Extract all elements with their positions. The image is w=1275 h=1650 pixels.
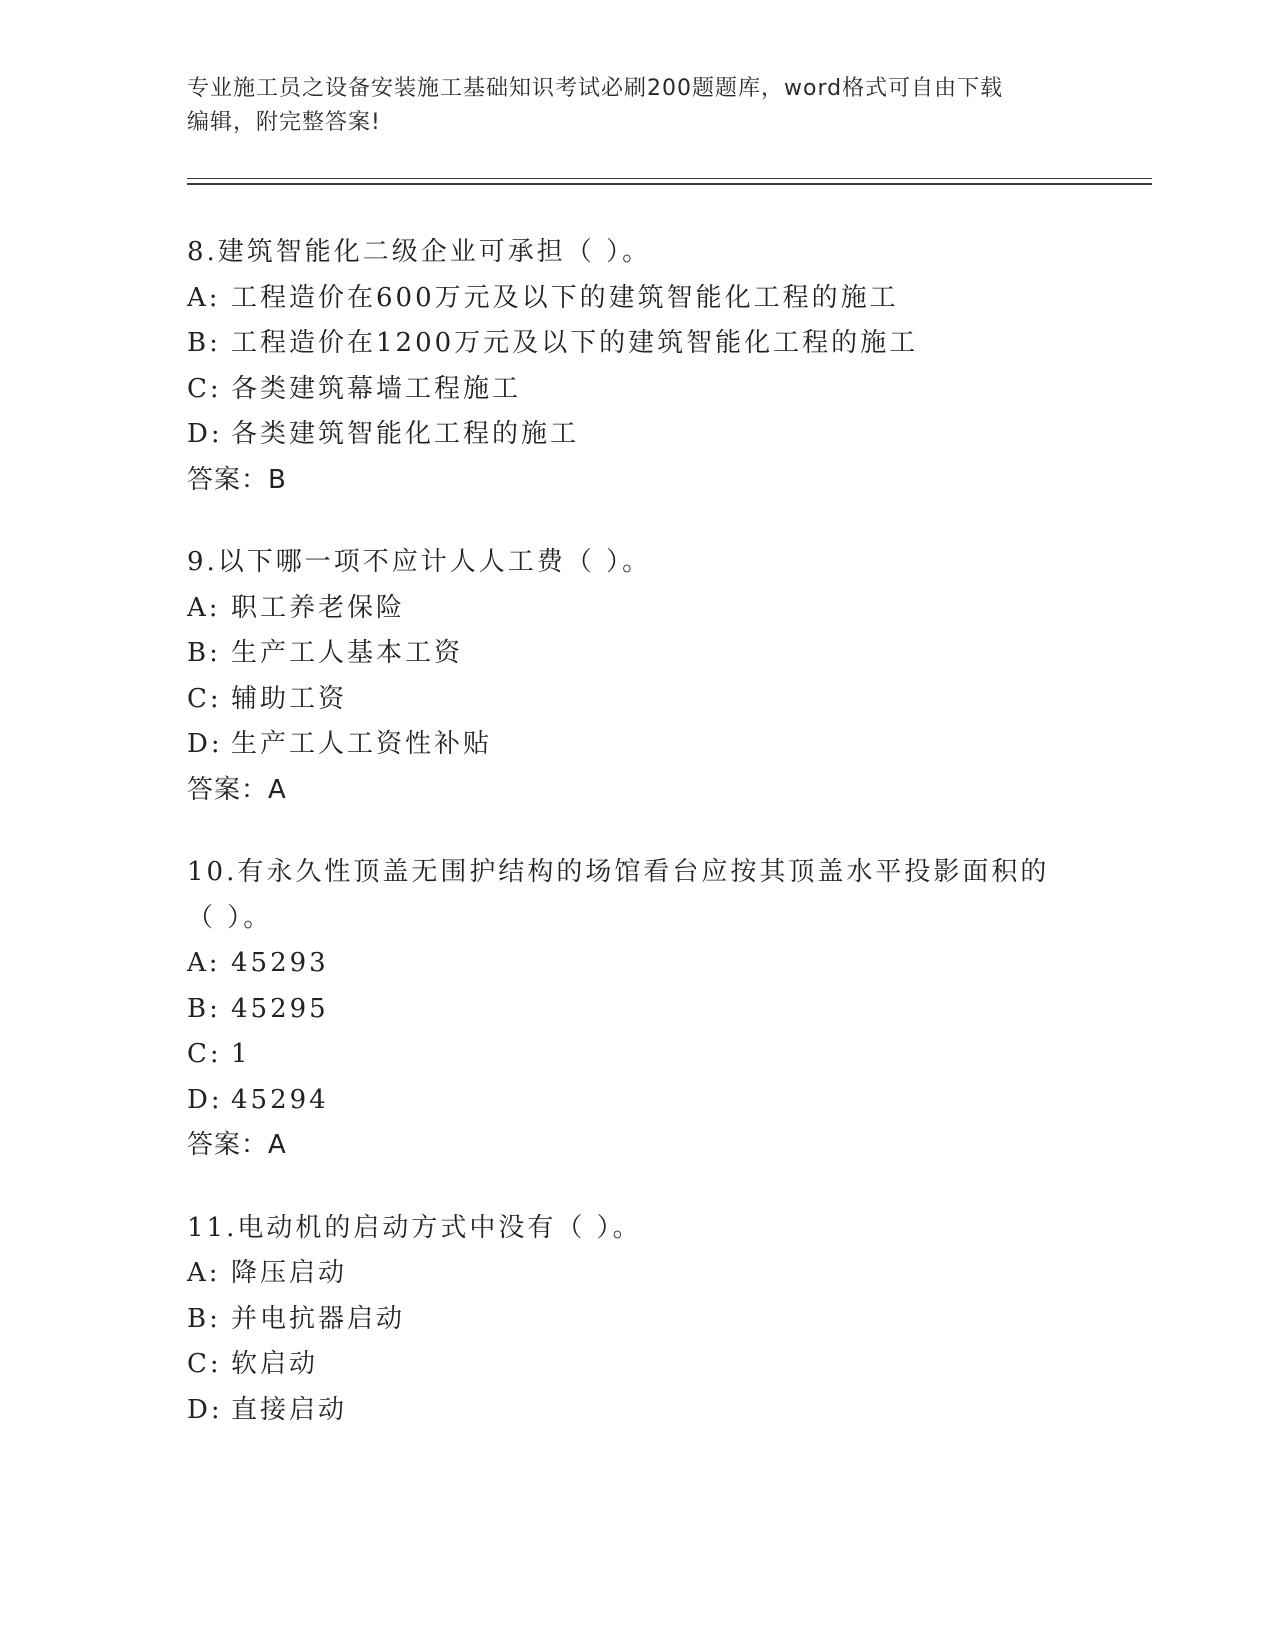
- option-key: A:: [187, 282, 221, 313]
- option-b: [187, 321, 1087, 367]
- option-key: B:: [187, 993, 221, 1024]
- header-divider-bottom: [187, 183, 1152, 185]
- option-key: A:: [187, 948, 221, 978]
- option-b: [187, 1297, 1087, 1343]
- option-text: 降压启动: [231, 1258, 348, 1288]
- answer-line: 答案：A: [187, 1130, 287, 1160]
- option-text: 生产工人基本工资: [231, 638, 464, 668]
- option-c: [187, 367, 1087, 413]
- option-text: 并电抗器启动: [231, 1303, 406, 1334]
- option-d: [187, 1388, 1087, 1434]
- option-d: [187, 722, 1087, 768]
- option-a: [187, 941, 1087, 987]
- header-divider-top: [187, 178, 1152, 179]
- option-a: [187, 586, 1087, 632]
- option-key: C:: [187, 683, 222, 714]
- option-key: B:: [187, 638, 221, 668]
- option-b: [187, 631, 1087, 677]
- option-text: 生产工人工资性补贴: [231, 729, 493, 759]
- option-c: [187, 1342, 1087, 1388]
- question-stem: 10.有永久性顶盖无围护结构的场馆看台应按其顶盖水平投影面积的（ ）。: [187, 857, 1050, 933]
- option-key: C:: [187, 1349, 222, 1379]
- option-text: 45294: [231, 1084, 329, 1115]
- option-key: B:: [187, 1303, 221, 1334]
- option-text: 45293: [231, 948, 329, 978]
- option-text: 辅助工资: [231, 683, 348, 714]
- question-stem: 9.以下哪一项不应计人人工费（ ）。: [187, 547, 652, 577]
- option-text: 45295: [231, 993, 329, 1024]
- option-c: [187, 677, 1087, 723]
- question-stem: 11.电动机的启动方式中没有（ ）。: [187, 1212, 642, 1243]
- option-b: [187, 987, 1087, 1033]
- document-header: [187, 72, 1067, 140]
- option-key: A:: [187, 592, 221, 623]
- option-d: [187, 412, 1087, 458]
- answer-line: 答案：A: [187, 774, 287, 805]
- option-text: 工程造价在600万元及以下的建筑智能化工程的施工: [231, 282, 899, 313]
- option-text: 工程造价在1200万元及以下的建筑智能化工程的施工: [231, 328, 919, 358]
- option-key: D:: [187, 1084, 223, 1115]
- option-a: [187, 276, 1087, 322]
- option-a: [187, 1251, 1087, 1297]
- header-line-1: 专业施工员之设备安装施工基础知识考试必刷200题题库，word格式可自由下载: [187, 76, 1004, 101]
- option-text: 各类建筑幕墙工程施工: [231, 373, 522, 404]
- header-line-2: 编辑，附完整答案!: [187, 110, 381, 135]
- option-text: 软启动: [231, 1349, 319, 1379]
- question-stem: 8.建筑智能化二级企业可承担（ ）。: [187, 237, 652, 267]
- option-text: 1: [231, 1039, 251, 1069]
- question-10: [187, 850, 1087, 1169]
- option-text: 职工养老保险: [231, 592, 406, 623]
- question-8: [187, 230, 1087, 503]
- question-list: [187, 230, 1087, 1470]
- option-key: C:: [187, 373, 222, 404]
- option-key: C:: [187, 1039, 222, 1069]
- option-text: 各类建筑智能化工程的施工: [231, 419, 580, 449]
- option-text: 直接启动: [231, 1394, 348, 1425]
- question-11: [187, 1206, 1087, 1434]
- option-c: [187, 1032, 1087, 1078]
- option-key: B:: [187, 328, 221, 358]
- option-key: A:: [187, 1258, 221, 1288]
- option-d: [187, 1078, 1087, 1124]
- option-key: D:: [187, 729, 223, 759]
- option-key: D:: [187, 1394, 223, 1425]
- option-key: D:: [187, 419, 223, 449]
- answer-line: 答案：B: [187, 464, 287, 495]
- question-9: [187, 540, 1087, 813]
